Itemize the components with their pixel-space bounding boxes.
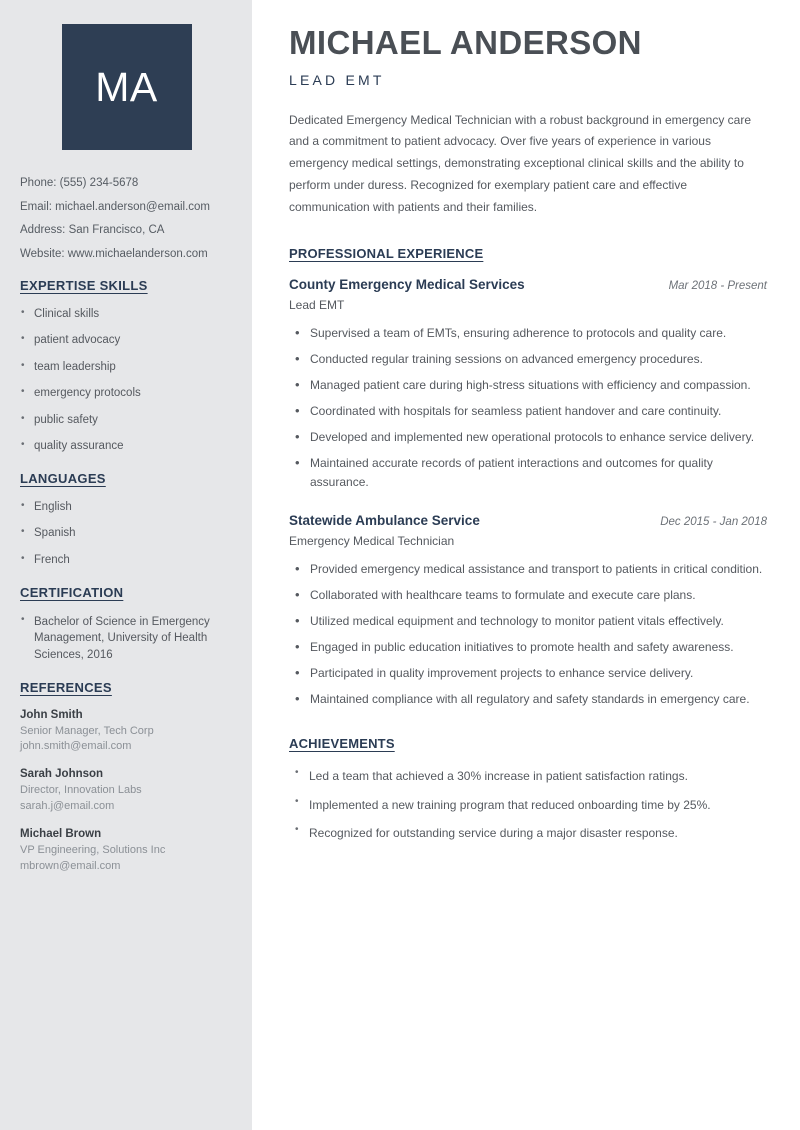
experience-bullets [289, 324, 767, 492]
languages-list [20, 500, 233, 569]
reference-name: Michael Brown [20, 828, 102, 841]
experience-entry [289, 513, 767, 548]
list-item: • Spanish [20, 526, 233, 542]
list-item: • Conducted regular training sessions on advanced emergency procedures. [289, 350, 767, 369]
list-item: • team leadership [20, 360, 233, 376]
list-item: • Maintained accurate records of patient interactions and outcomes for quality assurance. [289, 454, 767, 492]
section-references [20, 680, 233, 876]
reference-title: Director, Innovation Labs [20, 784, 142, 797]
avatar-initials: MA [95, 63, 158, 110]
list-item: • English [20, 500, 233, 516]
languages-heading: LANGUAGES [20, 470, 106, 486]
list-item: • Coordinated with hospitals for seamless patient handover and care continuity. [289, 402, 767, 421]
list-item: • Utilized medical equipment and technology to monitor patient vitals effectively. [289, 612, 767, 631]
reference-name: Sarah Johnson [20, 768, 104, 781]
list-item: • Implemented a new training program that reduced onboarding time by 25%. [289, 796, 767, 815]
list-item: • Maintained compliance with all regulatory and safety standards in emergency care. [289, 690, 767, 709]
avatar [62, 24, 192, 150]
certification-list [20, 614, 233, 664]
job-role-subtitle: LEAD EMT [289, 71, 385, 88]
list-item: • Recognized for outstanding service during a major disaster response. [289, 824, 767, 843]
contact-email: Email: michael.anderson@email.com [20, 200, 210, 213]
list-item: • patient advocacy [20, 333, 233, 349]
references-heading: REFERENCES [20, 679, 112, 695]
section-expertise-skills [20, 278, 233, 455]
experience-header [289, 513, 767, 528]
list-item: • Led a team that achieved a 30% increase in patient satisfaction ratings. [289, 767, 767, 786]
sidebar [0, 0, 255, 1130]
contact-address: Address: San Francisco, CA [20, 224, 165, 237]
list-item: • Clinical skills [20, 307, 233, 323]
contact-info [20, 176, 233, 262]
contact-website: Website: www.michaelanderson.com [20, 248, 208, 261]
main-content [255, 0, 800, 1130]
experience-entry [289, 277, 767, 312]
contact-phone: Phone: (555) 234-5678 [20, 177, 139, 189]
list-item: • Collaborated with healthcare teams to formulate and execute care plans. [289, 586, 767, 605]
expertise-skills-heading: EXPERTISE SKILLS [20, 277, 148, 293]
section-certification [20, 585, 233, 664]
reference-title: VP Engineering, Solutions Inc [20, 844, 166, 857]
achievements-heading: ACHIEVEMENTS [289, 736, 395, 752]
list-item: • French [20, 553, 233, 569]
reference-title: Senior Manager, Tech Corp [20, 724, 154, 737]
position-title: Emergency Medical Technician [289, 534, 455, 549]
employment-dates: Mar 2018 - Present [668, 279, 767, 292]
company-name: County Emergency Medical Services [289, 276, 525, 292]
list-item: • quality assurance [20, 439, 233, 455]
experience-header [289, 277, 767, 292]
section-languages [20, 471, 233, 569]
list-item [20, 709, 233, 756]
list-item: • Bachelor of Science in Emergency Management, University of Health Sciences, 2016 [20, 614, 233, 664]
expertise-skills-list [20, 307, 233, 455]
reference-email: sarah.j@email.com [20, 800, 115, 813]
list-item: • Provided emergency medical assistance and transport to patients in critical condition. [289, 560, 767, 579]
achievements-list [289, 767, 767, 843]
reference-email: mbrown@email.com [20, 860, 121, 873]
list-item: • public safety [20, 413, 233, 429]
position-title: Lead EMT [289, 297, 345, 312]
experience-bullets [289, 560, 767, 709]
list-item: • Developed and implemented new operational protocols to enhance service delivery. [289, 428, 767, 447]
professional-summary: Dedicated Emergency Medical Technician with a robust background in emergency care and a commitment to patient advocacy. Over five years of experience in various emergency medical settings, demonstrating exceptional clinical skills and the ability to perform under duress. Recognized for exemplary patient care and effective communication with patients and their families. [289, 112, 752, 214]
professional-experience-heading: PROFESSIONAL EXPERIENCE [289, 245, 484, 261]
list-item: • Supervised a team of EMTs, ensuring adherence to protocols and quality care. [289, 324, 767, 343]
reference-name: John Smith [20, 708, 83, 721]
list-item [20, 828, 233, 875]
list-item: • Participated in quality improvement projects to enhance service delivery. [289, 664, 767, 683]
company-name: Statewide Ambulance Service [289, 513, 480, 529]
list-item [20, 768, 233, 815]
list-item: • emergency protocols [20, 386, 233, 402]
list-item: • Engaged in public education initiatives to promote health and safety awareness. [289, 638, 767, 657]
employment-dates: Dec 2015 - Jan 2018 [660, 516, 767, 529]
page-title: MICHAEL ANDERSON [289, 24, 642, 61]
reference-email: john.smith@email.com [20, 740, 132, 753]
list-item: • Managed patient care during high-stress situations with efficiency and compassion. [289, 376, 767, 395]
certification-heading: CERTIFICATION [20, 584, 124, 600]
